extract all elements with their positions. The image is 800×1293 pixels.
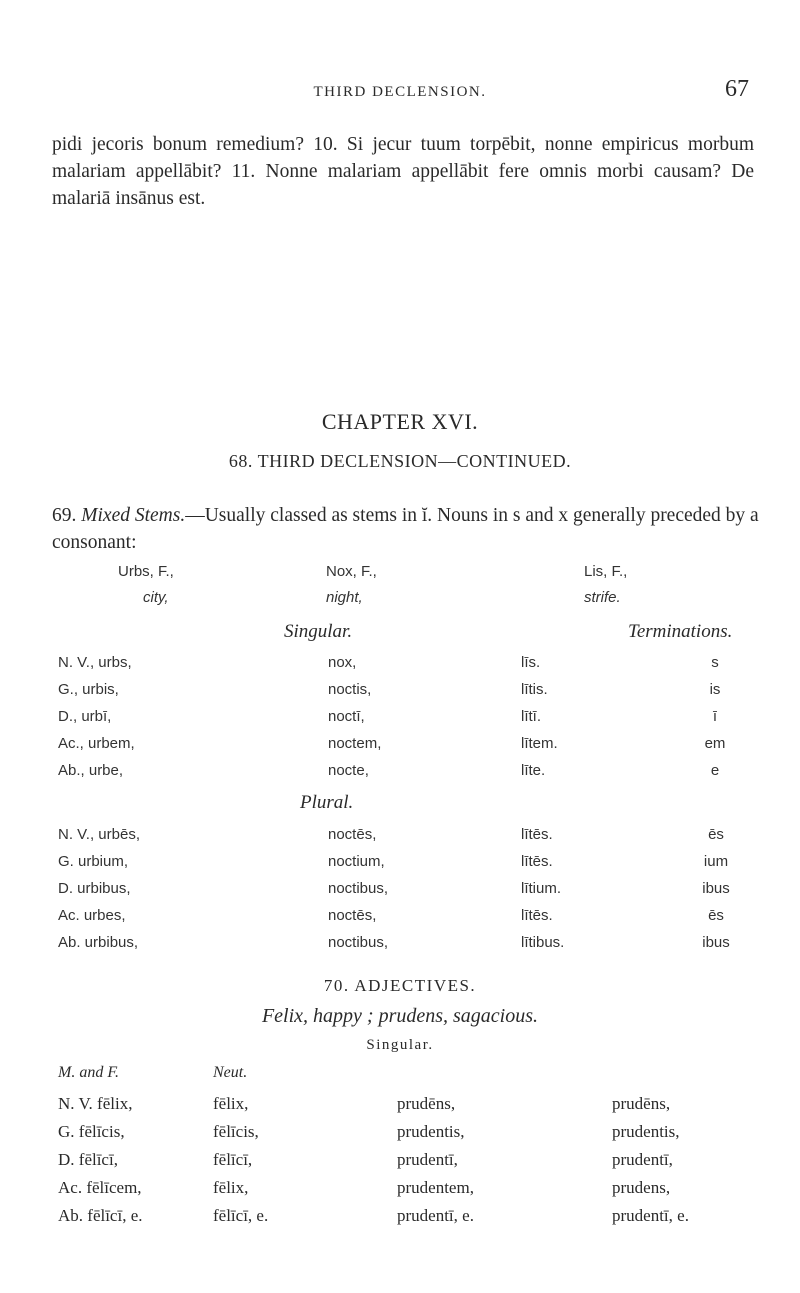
table-cell: fēlīcis, bbox=[213, 1122, 259, 1141]
table-cell: noctem, bbox=[328, 735, 382, 752]
table-cell: fēlix, bbox=[213, 1178, 249, 1197]
table-cell: noctibus, bbox=[328, 880, 389, 897]
table-cell: N. V., urbs, bbox=[58, 654, 132, 671]
table-cell: prudentī, e. bbox=[612, 1206, 689, 1225]
table-cell: noctēs, bbox=[328, 826, 377, 843]
table-cell: N. V. fēlix, bbox=[58, 1094, 133, 1113]
table-cell: Ac. fēlīcem, bbox=[58, 1178, 142, 1197]
table-cell: fēlīcī, e. bbox=[213, 1206, 269, 1225]
noun-gloss-strife: strife. bbox=[584, 589, 621, 606]
singular-label: Singular. bbox=[284, 621, 353, 642]
table-cell: Ab. urbibus, bbox=[58, 934, 139, 951]
table-cell: Ac. urbes, bbox=[58, 907, 126, 924]
table-cell: līs. bbox=[521, 654, 541, 671]
noun-heading-lis: Lis, F., bbox=[584, 563, 628, 580]
table-cell: s bbox=[711, 654, 719, 671]
table-cell: nocte, bbox=[328, 762, 369, 779]
section-69-paragraph bbox=[52, 502, 762, 556]
table-cell: prudēns, bbox=[612, 1094, 671, 1113]
adjectives-subheading: Felix, happy ; prudens, sagacious. bbox=[261, 1005, 539, 1027]
table-cell: lītēs. bbox=[521, 826, 553, 843]
table-cell: lītem. bbox=[521, 735, 558, 752]
table-cell: noctibus, bbox=[328, 934, 389, 951]
table-cell: lītis. bbox=[521, 681, 548, 698]
table-cell: līte. bbox=[521, 762, 546, 779]
section-69-title: Mixed Stems. bbox=[81, 505, 186, 526]
table-cell: lītibus. bbox=[521, 934, 565, 951]
table-cell: lītium. bbox=[521, 880, 562, 897]
table-cell: prudēns, bbox=[397, 1094, 456, 1113]
running-header: THIRD DECLENSION. bbox=[313, 84, 487, 100]
table-cell: Ac., urbem, bbox=[58, 735, 135, 752]
table-cell: ī bbox=[712, 708, 718, 725]
table-cell: prudentī, e. bbox=[397, 1206, 474, 1225]
intro-paragraph: pidi jecoris bonum remedium? 10. Si jecur tuum torpēbit, nonne empiricus morbum malariam appellābit? 11. Nonne malariam appellābit fere omnis morbi causam? De malariā insānus est. bbox=[52, 134, 754, 209]
table-cell: ibus bbox=[702, 880, 730, 897]
table-cell: prudentis, bbox=[612, 1122, 680, 1141]
table-cell: ēs bbox=[708, 826, 724, 843]
section-68-heading: 68. THIRD DECLENSION—CONTINUED. bbox=[228, 451, 572, 471]
table-cell: prudentem, bbox=[397, 1178, 474, 1197]
table-cell: N. V., urbēs, bbox=[58, 826, 140, 843]
table-cell: prudentī, bbox=[612, 1150, 673, 1169]
chapter-heading: CHAPTER XVI. bbox=[321, 409, 479, 434]
page-number: 67 bbox=[725, 76, 749, 102]
table-cell: nox, bbox=[328, 654, 357, 671]
table-cell: noctī, bbox=[328, 708, 365, 725]
col-label-neut: Neut. bbox=[213, 1064, 248, 1081]
table-cell: D., urbī, bbox=[58, 708, 112, 725]
noun-gloss-night: night, bbox=[326, 589, 363, 606]
table-cell: prudens, bbox=[612, 1178, 671, 1197]
table-cell: lītī. bbox=[521, 708, 542, 725]
table-cell: noctis, bbox=[328, 681, 372, 698]
table-cell: lītēs. bbox=[521, 853, 553, 870]
table-cell: noctium, bbox=[328, 853, 385, 870]
table-cell: D. fēlīcī, bbox=[58, 1150, 118, 1169]
table-cell: G. fēlīcis, bbox=[58, 1122, 125, 1141]
table-cell: is bbox=[709, 681, 721, 698]
table-cell: fēlix, bbox=[213, 1094, 249, 1113]
table-cell: G. urbium, bbox=[58, 853, 129, 870]
adjectives-heading: 70. ADJECTIVES. bbox=[323, 976, 477, 995]
adjectives-number-label: Singular. bbox=[366, 1037, 434, 1053]
noun-gloss-city: city, bbox=[143, 589, 169, 606]
table-cell: Ab., urbe, bbox=[58, 762, 124, 779]
noun-heading-nox: Nox, F., bbox=[326, 563, 377, 580]
terminations-label: Terminations. bbox=[628, 621, 733, 642]
table-cell: noctēs, bbox=[328, 907, 377, 924]
table-cell: lītēs. bbox=[521, 907, 553, 924]
table-cell: em bbox=[704, 735, 726, 752]
table-cell: prudentī, bbox=[397, 1150, 458, 1169]
table-cell: ium bbox=[703, 853, 729, 870]
section-69-text: —Usually classed as stems in ĭ. Nouns in s and x generally preceded by a consonant: bbox=[52, 505, 759, 553]
section-69-number: 69. bbox=[52, 505, 77, 526]
plural-label: Plural. bbox=[300, 792, 354, 813]
table-cell: e bbox=[710, 762, 720, 779]
table-cell: fēlīcī, bbox=[213, 1150, 253, 1169]
table-cell: G., urbis, bbox=[58, 681, 119, 698]
table-cell: prudentis, bbox=[397, 1122, 465, 1141]
noun-heading-urbs: Urbs, F., bbox=[118, 563, 174, 580]
table-cell: D. urbibus, bbox=[58, 880, 131, 897]
table-cell: ēs bbox=[708, 907, 724, 924]
col-label-m-f: M. and F. bbox=[58, 1064, 120, 1081]
table-cell: ibus bbox=[702, 934, 730, 951]
table-cell: Ab. fēlīcī, e. bbox=[58, 1206, 143, 1225]
